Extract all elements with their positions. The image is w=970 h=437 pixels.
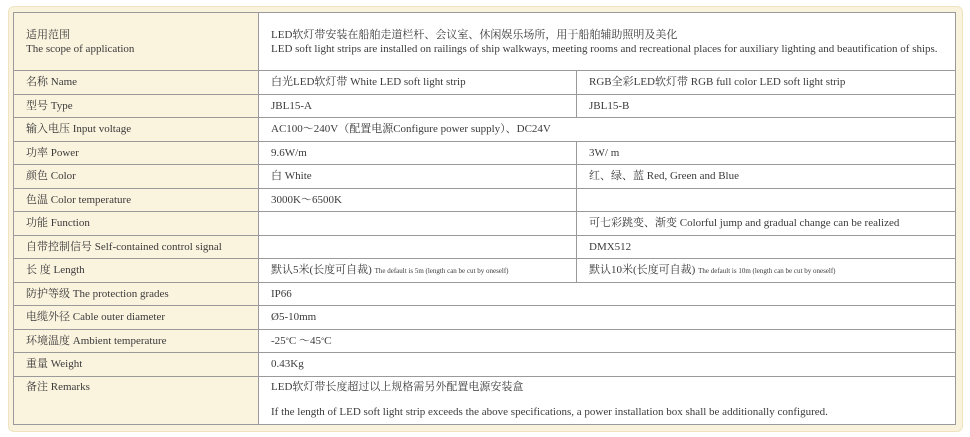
cell-merged: Ø5-10mm <box>259 306 956 330</box>
scope-label <box>14 13 259 71</box>
cell-b: 红、绿、蓝 Red, Green and Blue <box>577 165 956 189</box>
length-a-note: The default is 5m (length can be cut by oneself) <box>374 266 509 275</box>
row-label: 环境温度 Ambient temperature <box>14 329 259 353</box>
cell-b: 3W/ m <box>577 141 956 165</box>
cell-b: RGB全彩LED软灯带 RGB full color LED soft light strip <box>577 71 956 95</box>
temp-low: -25 <box>271 334 286 347</box>
cell-a: 白光LED软灯带 White LED soft light strip <box>259 71 577 95</box>
row-label: 功能 Function <box>14 212 259 236</box>
cell-a: 9.6W/m <box>259 141 577 165</box>
table-row-scope <box>14 13 956 71</box>
table-row-name <box>14 71 956 95</box>
degree-symbol: ° <box>320 335 325 345</box>
scope-value <box>259 13 956 71</box>
scope-label-cn: 适用范围 <box>26 28 70 41</box>
cell-a <box>259 212 577 236</box>
table-row-function <box>14 212 956 236</box>
row-label: 重量 Weight <box>14 353 259 377</box>
row-label: 色温 Color temperature <box>14 188 259 212</box>
cell-a <box>259 259 577 283</box>
table-row-remarks <box>14 376 956 424</box>
table-row-weight <box>14 353 956 377</box>
table-row-control-signal <box>14 235 956 259</box>
cell-a: 3000K～6500K <box>259 188 577 212</box>
table-row-type <box>14 94 956 118</box>
cell-a: 白 White <box>259 165 577 189</box>
scope-label-en: The scope of application <box>26 42 135 55</box>
cell-b: JBL15-B <box>577 94 956 118</box>
row-label: 功率 Power <box>14 141 259 165</box>
row-label: 电缆外径 Cable outer diameter <box>14 306 259 330</box>
length-b-note: The default is 10m (length can be cut by oneself) <box>698 266 836 275</box>
row-label: 长 度 Length <box>14 259 259 283</box>
cell-b: DMX512 <box>577 235 956 259</box>
row-label: 自带控制信号 Self-contained control signal <box>14 235 259 259</box>
row-label: 防护等级 The protection grades <box>14 282 259 306</box>
table-row-color-temperature <box>14 188 956 212</box>
length-b-main: 默认10米(长度可自裁) <box>589 263 696 276</box>
cell-merged: AC100～240V（配置电源Configure power supply）、DC24V <box>259 118 956 142</box>
cell-b <box>577 259 956 283</box>
row-label: 颜色 Color <box>14 165 259 189</box>
temp-unit: C <box>324 334 332 347</box>
cell-b <box>577 188 956 212</box>
cell-merged: IP66 <box>259 282 956 306</box>
cell-merged <box>259 376 956 424</box>
scope-text-en: LED soft light strips are installed on railings of ship walkways, meeting rooms and recreational places for auxiliary lighting and beautification of ships. <box>271 42 938 55</box>
remarks-text-cn: LED软灯带长度超过以上规格需另外配置电源安装盒 <box>271 380 524 393</box>
temp-range: C ～45 <box>288 334 321 347</box>
table-row-power <box>14 141 956 165</box>
table-row-protection <box>14 282 956 306</box>
row-label: 备注 Remarks <box>14 376 259 424</box>
row-label: 输入电压 Input voltage <box>14 118 259 142</box>
scope-text-cn: LED软灯带安装在船舶走道栏杆、会议室、休闲娱乐场所，用于船舶辅助照明及美化 <box>271 28 678 41</box>
table-row-color <box>14 165 956 189</box>
cell-a <box>259 235 577 259</box>
cell-merged: 0.43Kg <box>259 353 956 377</box>
row-label: 名称 Name <box>14 71 259 95</box>
table-row-ambient-temperature <box>14 329 956 353</box>
cell-a: JBL15-A <box>259 94 577 118</box>
remarks-text-en: If the length of LED soft light strip exceeds the above specifications, a power installation box shall be additionally configured. <box>271 405 828 418</box>
cell-b: 可七彩跳变、渐变 Colorful jump and gradual change can be realized <box>577 212 956 236</box>
degree-symbol: ° <box>285 335 289 345</box>
length-a-main: 默认5米(长度可自裁) <box>271 263 372 276</box>
table-row-length <box>14 259 956 283</box>
row-label: 型号 Type <box>14 94 259 118</box>
spec-table <box>13 12 956 425</box>
table-row-cable-diameter <box>14 306 956 330</box>
table-row-input-voltage <box>14 118 956 142</box>
cell-merged <box>259 329 956 353</box>
